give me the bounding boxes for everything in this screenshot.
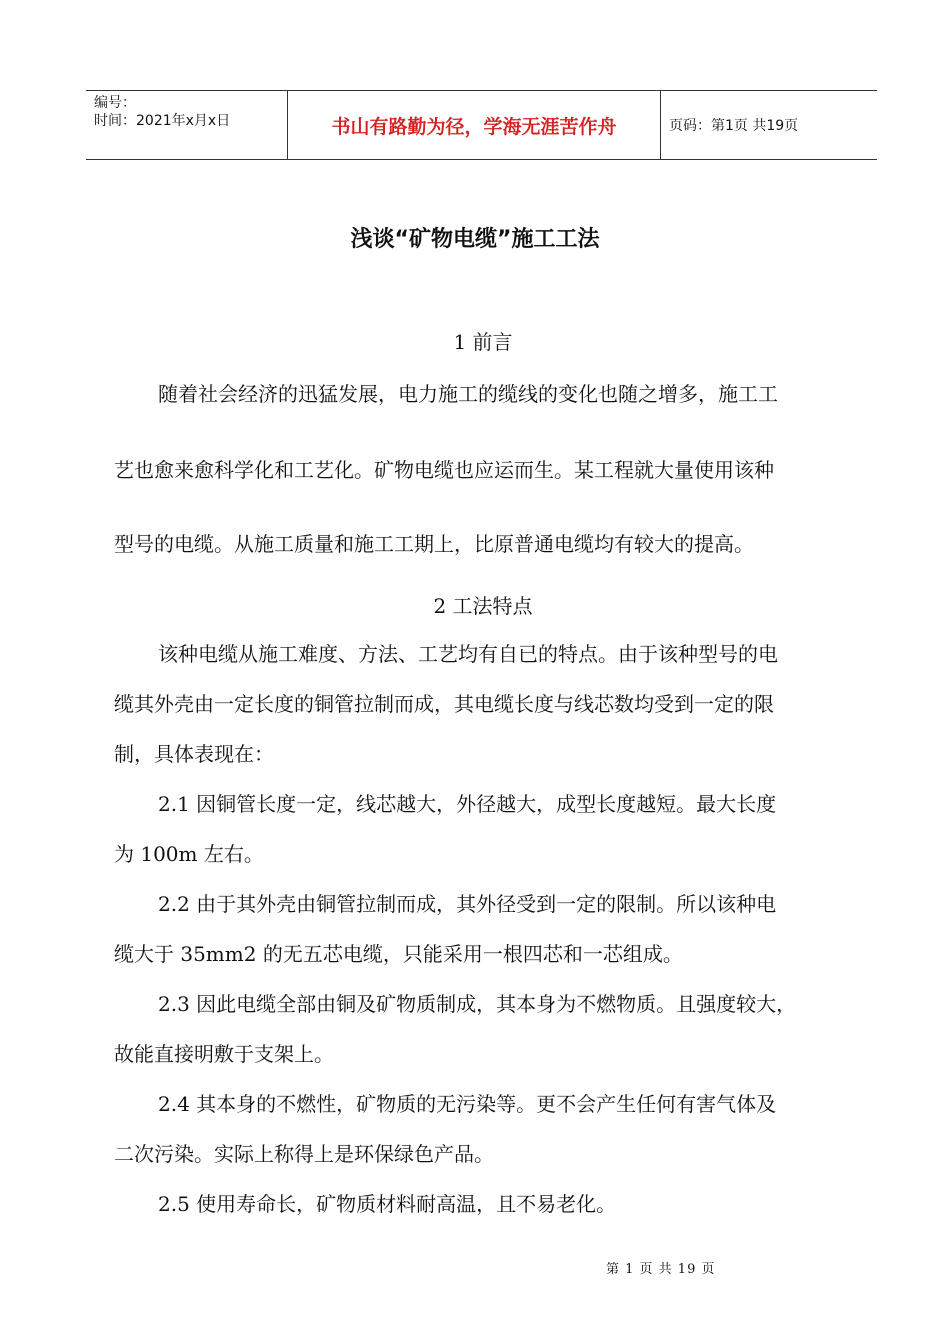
paragraph-2-2: 2.2 由于其外壳由铜管拉制而成，其外径受到一定的限制。所以该种电 <box>158 892 777 916</box>
paragraph-2-4: 2.4 其本身的不燃性，矿物质的无污染等。更不会产生任何有害气体及 <box>158 1092 777 1116</box>
paragraph-2-3-cont: 故能直接明敷于支架上。 <box>114 1042 334 1066</box>
paragraph-2-2-cont: 缆大于 35mm2 的无五芯电缆，只能采用一根四芯和一芯组成。 <box>114 942 683 966</box>
paragraph-2-1: 2.1 因铜管长度一定，线芯越大，外径越大，成型长度越短。最大长度 <box>158 792 777 816</box>
time-label: 时间：2021年x月x日 <box>94 113 231 129</box>
header-meta-cell <box>86 91 288 159</box>
section2-intro-line: 缆其外壳由一定长度的铜管拉制而成，其电缆长度与线芯数均受到一定的限 <box>114 692 774 716</box>
section2-heading: 2 工法特点 <box>433 594 533 618</box>
header-table <box>86 90 877 160</box>
paragraph-2-4-cont: 二次污染。实际上称得上是环保绿色产品。 <box>114 1142 494 1166</box>
section2-intro-line: 该种电缆从施工难度、方法、工艺均有自已的特点。由于该种型号的电 <box>158 642 778 666</box>
section1-line: 随着社会经济的迅猛发展，电力施工的缆线的变化也随之增多，施工工 <box>158 382 778 406</box>
page-footer: 第 1 页 共 19 页 <box>606 1262 716 1277</box>
page-info: 页码：第1页 共19页 <box>669 118 799 134</box>
paragraph-2-3: 2.3 因此电缆全部由铜及矿物质制成，其本身为不燃物质。且强度较大， <box>158 992 797 1016</box>
code-label: 编号： <box>94 95 136 111</box>
paragraph-2-1-cont: 为 100m 左右。 <box>114 842 264 866</box>
section1-heading: 1 前言 <box>453 330 513 354</box>
document-title: 浅谈“矿物电缆”施工工法 <box>350 227 600 252</box>
paragraph-2-5: 2.5 使用寿命长，矿物质材料耐高温，且不易老化。 <box>158 1192 617 1216</box>
section2-intro-line: 制，具体表现在： <box>114 742 274 766</box>
motto: 书山有路勤为径，学海无涯苦作舟 <box>288 91 661 159</box>
section1-line: 型号的电缆。从施工质量和施工工期上，比原普通电缆均有较大的提高。 <box>114 532 754 556</box>
section1-line: 艺也愈来愈科学化和工艺化。矿物电缆也应运而生。某工程就大量使用该种 <box>114 458 774 482</box>
